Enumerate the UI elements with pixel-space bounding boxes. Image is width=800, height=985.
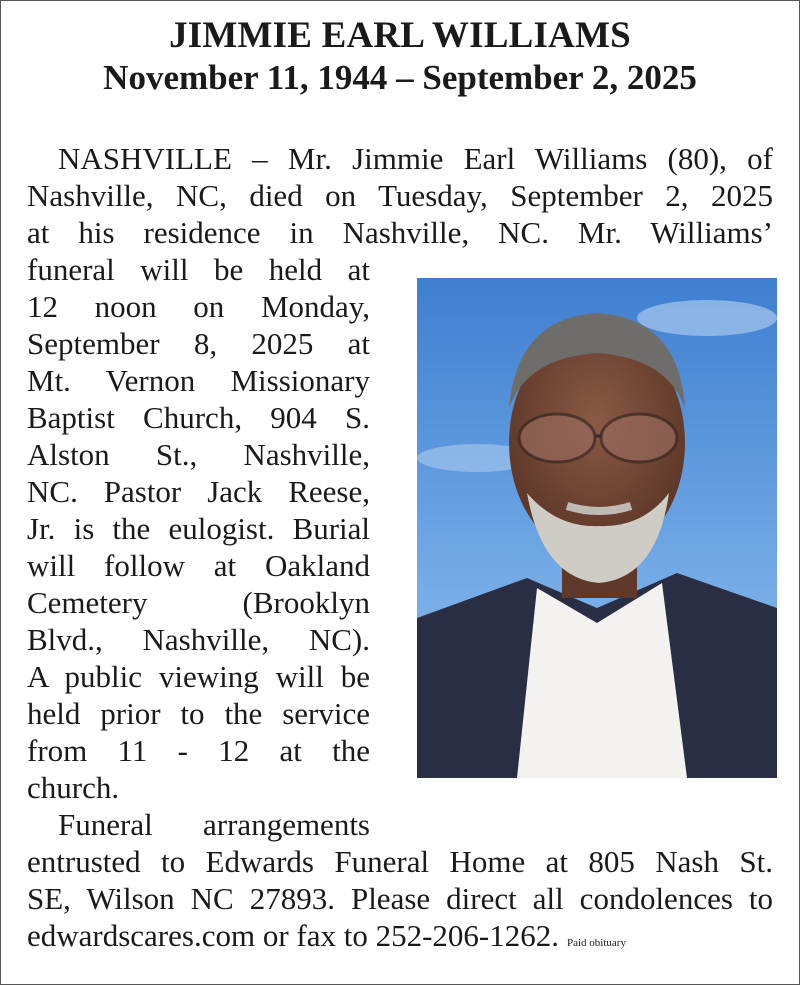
body-line-last bbox=[27, 917, 773, 962]
body-line: 12 noon on Monday, bbox=[27, 289, 370, 324]
body-line: NC. Pastor Jack Reese, bbox=[27, 474, 370, 509]
deceased-name: JIMMIE EARL WILLIAMS bbox=[169, 15, 631, 56]
portrait-photo bbox=[417, 278, 777, 778]
body-line: Alston St., Nashville, bbox=[27, 437, 370, 472]
paid-obituary-note: Paid obituary bbox=[567, 937, 626, 949]
body-line: Baptist Church, 904 S. bbox=[27, 400, 370, 435]
body-line: church. bbox=[27, 770, 120, 805]
body-line: SE, Wilson NC 27893. Please direct all condolences to bbox=[27, 881, 773, 916]
closing-text: edwardscares.com or fax to 252-206-1262. bbox=[27, 918, 559, 953]
body-line: Nashville, NC, died on Tuesday, September 2, 2025 bbox=[27, 178, 773, 213]
body-line: funeral will be held at bbox=[27, 252, 370, 287]
body-line: Cemetery (Brooklyn bbox=[27, 585, 370, 620]
body-line: will follow at Oakland bbox=[27, 548, 370, 583]
body-line: A public viewing will be bbox=[27, 659, 370, 694]
body-line: from 11 - 12 at the bbox=[27, 733, 370, 768]
body-line: Mt. Vernon Missionary bbox=[27, 363, 370, 398]
body-line: entrusted to Edwards Funeral Home at 805 Nash St. bbox=[27, 844, 773, 879]
body-line: Jr. is the eulogist. Burial bbox=[27, 511, 370, 546]
body-line: held prior to the service bbox=[27, 696, 370, 731]
life-dates: November 11, 1944 – September 2, 2025 bbox=[103, 58, 697, 97]
body-line: Funeral arrangements bbox=[58, 807, 370, 842]
body-line: at his residence in Nashville, NC. Mr. Williams’ bbox=[27, 215, 773, 250]
body-line: Blvd., Nashville, NC). bbox=[27, 622, 370, 657]
body-line: NASHVILLE – Mr. Jimmie Earl Williams (80), of bbox=[58, 141, 773, 176]
body-line: September 8, 2025 at bbox=[27, 326, 370, 361]
